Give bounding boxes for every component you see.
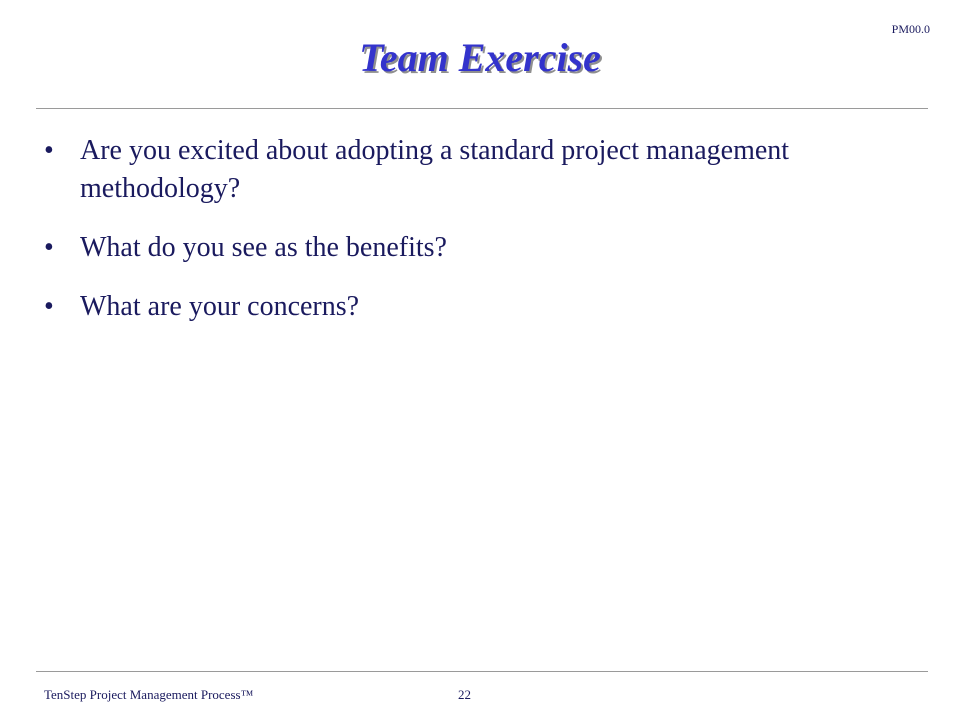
footer-brand: TenStep Project Management Process™ — [44, 687, 254, 702]
slide-title: Team Exercise — [359, 35, 601, 80]
bullet-icon: • — [44, 232, 54, 263]
footer-divider — [36, 671, 928, 672]
title-divider — [36, 108, 928, 109]
slide-code: PM00.0 — [891, 22, 930, 36]
bullet-text: What are your concerns? — [80, 291, 360, 322]
bullet-text: Are you excited about adopting a standard project management methodology? — [80, 135, 790, 204]
page-number: 22 — [458, 687, 471, 702]
bullet-icon: • — [44, 291, 54, 322]
bullet-item — [44, 229, 904, 267]
bullet-text: What do you see as the benefits? — [80, 232, 447, 263]
bullet-item — [44, 288, 904, 326]
bullet-icon: • — [44, 135, 54, 166]
bullet-item — [44, 132, 904, 208]
bullet-list — [44, 132, 904, 347]
